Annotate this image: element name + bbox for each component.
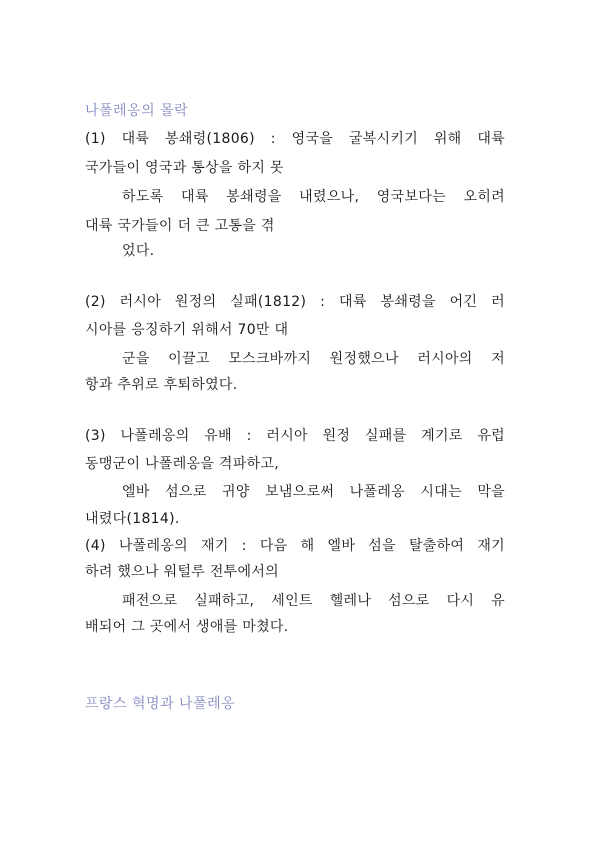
paragraph-line: 항과 추위로 후퇴하였다.	[85, 377, 238, 393]
paragraph-line: 국가들이 영국과 통상을 하지 못	[85, 160, 284, 176]
paragraph-line: 하도록 대륙 봉쇄령을 내렸으나, 영국보다는 오히려	[122, 189, 505, 205]
section-heading-napoleon-fall: 나폴레옹의 몰락	[85, 103, 189, 119]
paragraph-line: (4) 나폴레옹의 재기 : 다음 해 엘바 섬을 탈출하여 재기	[85, 538, 505, 554]
paragraph-line: 내렸다(1814).	[85, 511, 180, 527]
section-heading-revolution-napoleon: 프랑스 혁명과 나폴레옹	[85, 696, 236, 712]
paragraph-line: 군을 이끌고 모스크바까지 원정했으나 러시아의 저	[122, 351, 505, 367]
paragraph-line: 패전으로 실패하고, 세인트 헬레나 섬으로 다시 유	[122, 593, 505, 609]
paragraph-line: 었다.	[122, 243, 155, 259]
paragraph-line: 배되어 그 곳에서 생애를 마쳤다.	[85, 619, 289, 635]
paragraph-line: 대륙 국가들이 더 큰 고통을 겪	[85, 218, 275, 234]
paragraph-line: (3) 나폴레옹의 유배 : 러시아 원정 실패를 계기로 유럽	[85, 428, 505, 444]
paragraph-line: 엘바 섬으로 귀양 보냄으로써 나폴레옹 시대는 막을	[122, 484, 505, 500]
paragraph-line: (1) 대륙 봉쇄령(1806) : 영국을 굴복시키기 위해 대륙	[85, 131, 505, 147]
paragraph-line: 동맹군이 나폴레옹을 격파하고,	[85, 456, 279, 472]
paragraph-line: 시아를 응징하기 위해서 70만 대	[85, 322, 289, 338]
paragraph-line: (2) 러시아 원정의 실패(1812) : 대륙 봉쇄령을 어긴 러	[85, 294, 505, 310]
paragraph-line: 하려 했으나 워털루 전투에서의	[85, 564, 279, 580]
